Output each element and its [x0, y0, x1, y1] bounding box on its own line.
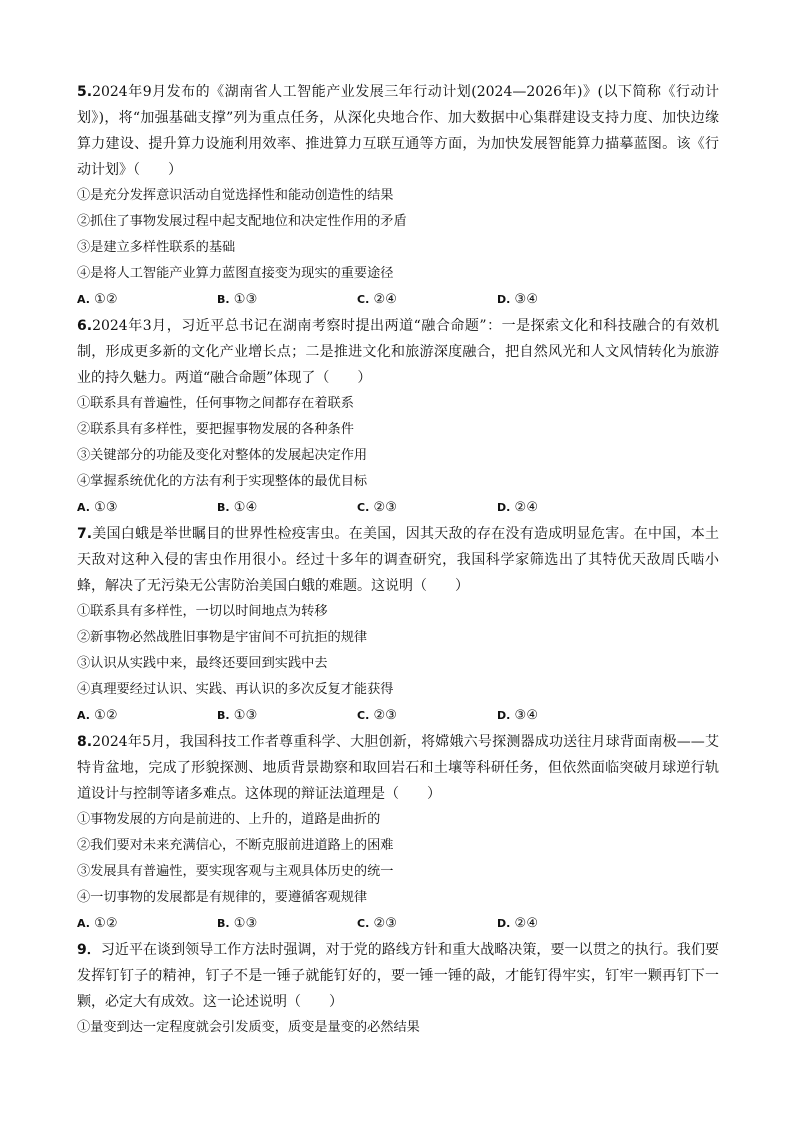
statement-option: ③是建立多样性联系的基础 — [77, 240, 236, 255]
question-number: 7. — [77, 526, 93, 542]
choice-text: ②④ — [514, 500, 539, 515]
question-5 — [77, 79, 719, 313]
statement-option: ①事物发展的方向是前进的、上升的，道路是曲折的 — [77, 812, 381, 827]
choice-text: ②③ — [373, 500, 398, 515]
choice-letter: C. — [357, 709, 370, 722]
question-number: 6. — [77, 318, 93, 334]
choice-text: ①③ — [233, 292, 258, 307]
choice-text: ①④ — [233, 500, 258, 515]
choice-text: ②③ — [373, 708, 398, 723]
choice-letter: C. — [357, 501, 370, 514]
question-text: 美国白蛾是举世瞩目的世界性检疫害虫。在美国，因其天敌的存在没有造成明显危害。在中国，本土天敌对这种入侵的害虫作用很小。经过十多年的调查研究，我国科学家筛选出了其特优天敌周氏啮小蜂，解决了无污染无公害防治美国白蛾的难题。这说明（ ） — [77, 526, 719, 594]
statement-option: ②联系具有多样性，要把握事物发展的各种条件 — [77, 422, 354, 437]
question-stem — [77, 937, 719, 1015]
choice-a[interactable] — [77, 495, 217, 521]
choice-a[interactable] — [77, 703, 217, 729]
statement-option: ④一切事物的发展都是有规律的，要遵循客观规律 — [77, 890, 368, 905]
answer-choices — [77, 703, 719, 729]
choice-d[interactable] — [497, 287, 637, 313]
choice-b[interactable] — [217, 495, 357, 521]
choice-letter: D. — [497, 293, 511, 306]
statement-option: ②新事物必然战胜旧事物是宇宙间不可抗拒的规律 — [77, 630, 368, 645]
question-number: 8. — [77, 734, 93, 750]
question-stem — [77, 729, 719, 807]
choice-d[interactable] — [497, 495, 637, 521]
choice-a[interactable] — [77, 287, 217, 313]
choice-letter: C. — [357, 293, 370, 306]
choice-letter: C. — [357, 917, 370, 930]
choice-a[interactable] — [77, 911, 217, 937]
choice-text: ③④ — [514, 708, 539, 723]
statement-option: ④掌握系统优化的方法有利于实现整体的最优目标 — [77, 474, 368, 489]
question-text: 2024年9月发布的《湖南省人工智能产业发展三年行动计划(2024—2026年)》(以下简称《行动计划》)，将“加强基础支撑”列为重点任务，从深化央地合作、加大数据中心集群建设支持力度、加快边缘算力建设、提升算力设施利用效率、推进算力互联互通等方面，为加快发展智能算力描摹蓝图。该《行动计划》（ ） — [77, 84, 719, 178]
choice-text: ②④ — [373, 292, 398, 307]
choice-text: ③④ — [514, 292, 539, 307]
choice-c[interactable] — [357, 287, 497, 313]
choice-text: ①③ — [233, 916, 258, 931]
choice-letter: B. — [217, 917, 230, 930]
choice-letter: D. — [497, 709, 511, 722]
statement-option: ①联系具有普遍性，任何事物之间都存在着联系 — [77, 396, 354, 411]
choice-letter: A. — [77, 293, 90, 306]
choice-b[interactable] — [217, 287, 357, 313]
choice-letter: B. — [217, 501, 230, 514]
statement-option: ④是将人工智能产业算力蓝图直接变为现实的重要途径 — [77, 266, 394, 281]
answer-choices — [77, 911, 719, 937]
statement-option: ④真理要经过认识、实践、再认识的多次反复才能获得 — [77, 682, 394, 697]
question-stem — [77, 79, 719, 183]
statement-option: ①是充分发挥意识活动自觉选择性和能动创造性的结果 — [77, 188, 394, 203]
choice-d[interactable] — [497, 911, 637, 937]
question-stem — [77, 313, 719, 391]
question-8 — [77, 729, 719, 937]
choice-letter: B. — [217, 293, 230, 306]
statement-option: ③关键部分的功能及变化对整体的发展起决定作用 — [77, 448, 368, 463]
choice-d[interactable] — [497, 703, 637, 729]
exam-page — [77, 79, 719, 1041]
question-6 — [77, 313, 719, 521]
choice-letter: D. — [497, 501, 511, 514]
question-text: 习近平在谈到领导工作方法时强调，对于党的路线方针和重大战略决策，要一以贯之的执行。我们要发挥钉钉子的精神，钉子不是一锤子就能钉好的，要一锤一锤的敲，才能钉得牢实，钉牢一颗再钉下一颗，必定大有成效。这一论述说明（ ） — [77, 942, 719, 1010]
choice-text: ①③ — [233, 708, 258, 723]
choice-text: ②④ — [514, 916, 539, 931]
choice-b[interactable] — [217, 703, 357, 729]
choice-b[interactable] — [217, 911, 357, 937]
choice-letter: B. — [217, 709, 230, 722]
choice-letter: D. — [497, 917, 511, 930]
choice-letter: A. — [77, 917, 90, 930]
choice-c[interactable] — [357, 911, 497, 937]
choice-text: ②③ — [373, 916, 398, 931]
question-9 — [77, 937, 719, 1041]
choice-letter: A. — [77, 709, 90, 722]
choice-c[interactable] — [357, 495, 497, 521]
question-text: 2024年5月，我国科技工作者尊重科学、大胆创新，将嫦娥六号探测器成功送往月球背面南极——艾特肯盆地，完成了形貌探测、地质背景勘察和取回岩石和土壤等科研任务，但依然面临突破月球逆行轨道设计与控制等诸多难点。这体现的辩证法道理是（ ） — [77, 734, 719, 802]
choice-text: ①③ — [94, 500, 118, 515]
answer-choices — [77, 287, 719, 313]
statement-option: ②抓住了事物发展过程中起支配地位和决定性作用的矛盾 — [77, 214, 407, 229]
choice-c[interactable] — [357, 703, 497, 729]
statement-option: ③认识从实践中来，最终还要回到实践中去 — [77, 656, 328, 671]
statement-option: ②我们要对未来充满信心，不断克服前进道路上的困难 — [77, 838, 394, 853]
question-stem — [77, 521, 719, 599]
choice-text: ①② — [94, 916, 118, 931]
question-number: 5. — [77, 84, 93, 100]
question-7 — [77, 521, 719, 729]
statement-option: ①量变到达一定程度就会引发质变，质变是量变的必然结果 — [77, 1020, 420, 1035]
statement-option: ①联系具有多样性，一切以时间地点为转移 — [77, 604, 328, 619]
answer-choices — [77, 495, 719, 521]
choice-letter: A. — [77, 501, 90, 514]
question-text: 2024年3月，习近平总书记在湖南考察时提出两道“融合命题”：一是探索文化和科技融合的有效机制，形成更多新的文化产业增长点；二是推进文化和旅游深度融合，把自然风光和人文风情转化为旅游业的持久魅力。两道“融合命题”体现了（ ） — [77, 318, 719, 386]
statement-option: ③发展具有普遍性，要实现客观与主观具体历史的统一 — [77, 864, 394, 879]
choice-text: ①② — [94, 292, 118, 307]
question-number: 9． — [77, 942, 101, 958]
choice-text: ①② — [94, 708, 118, 723]
